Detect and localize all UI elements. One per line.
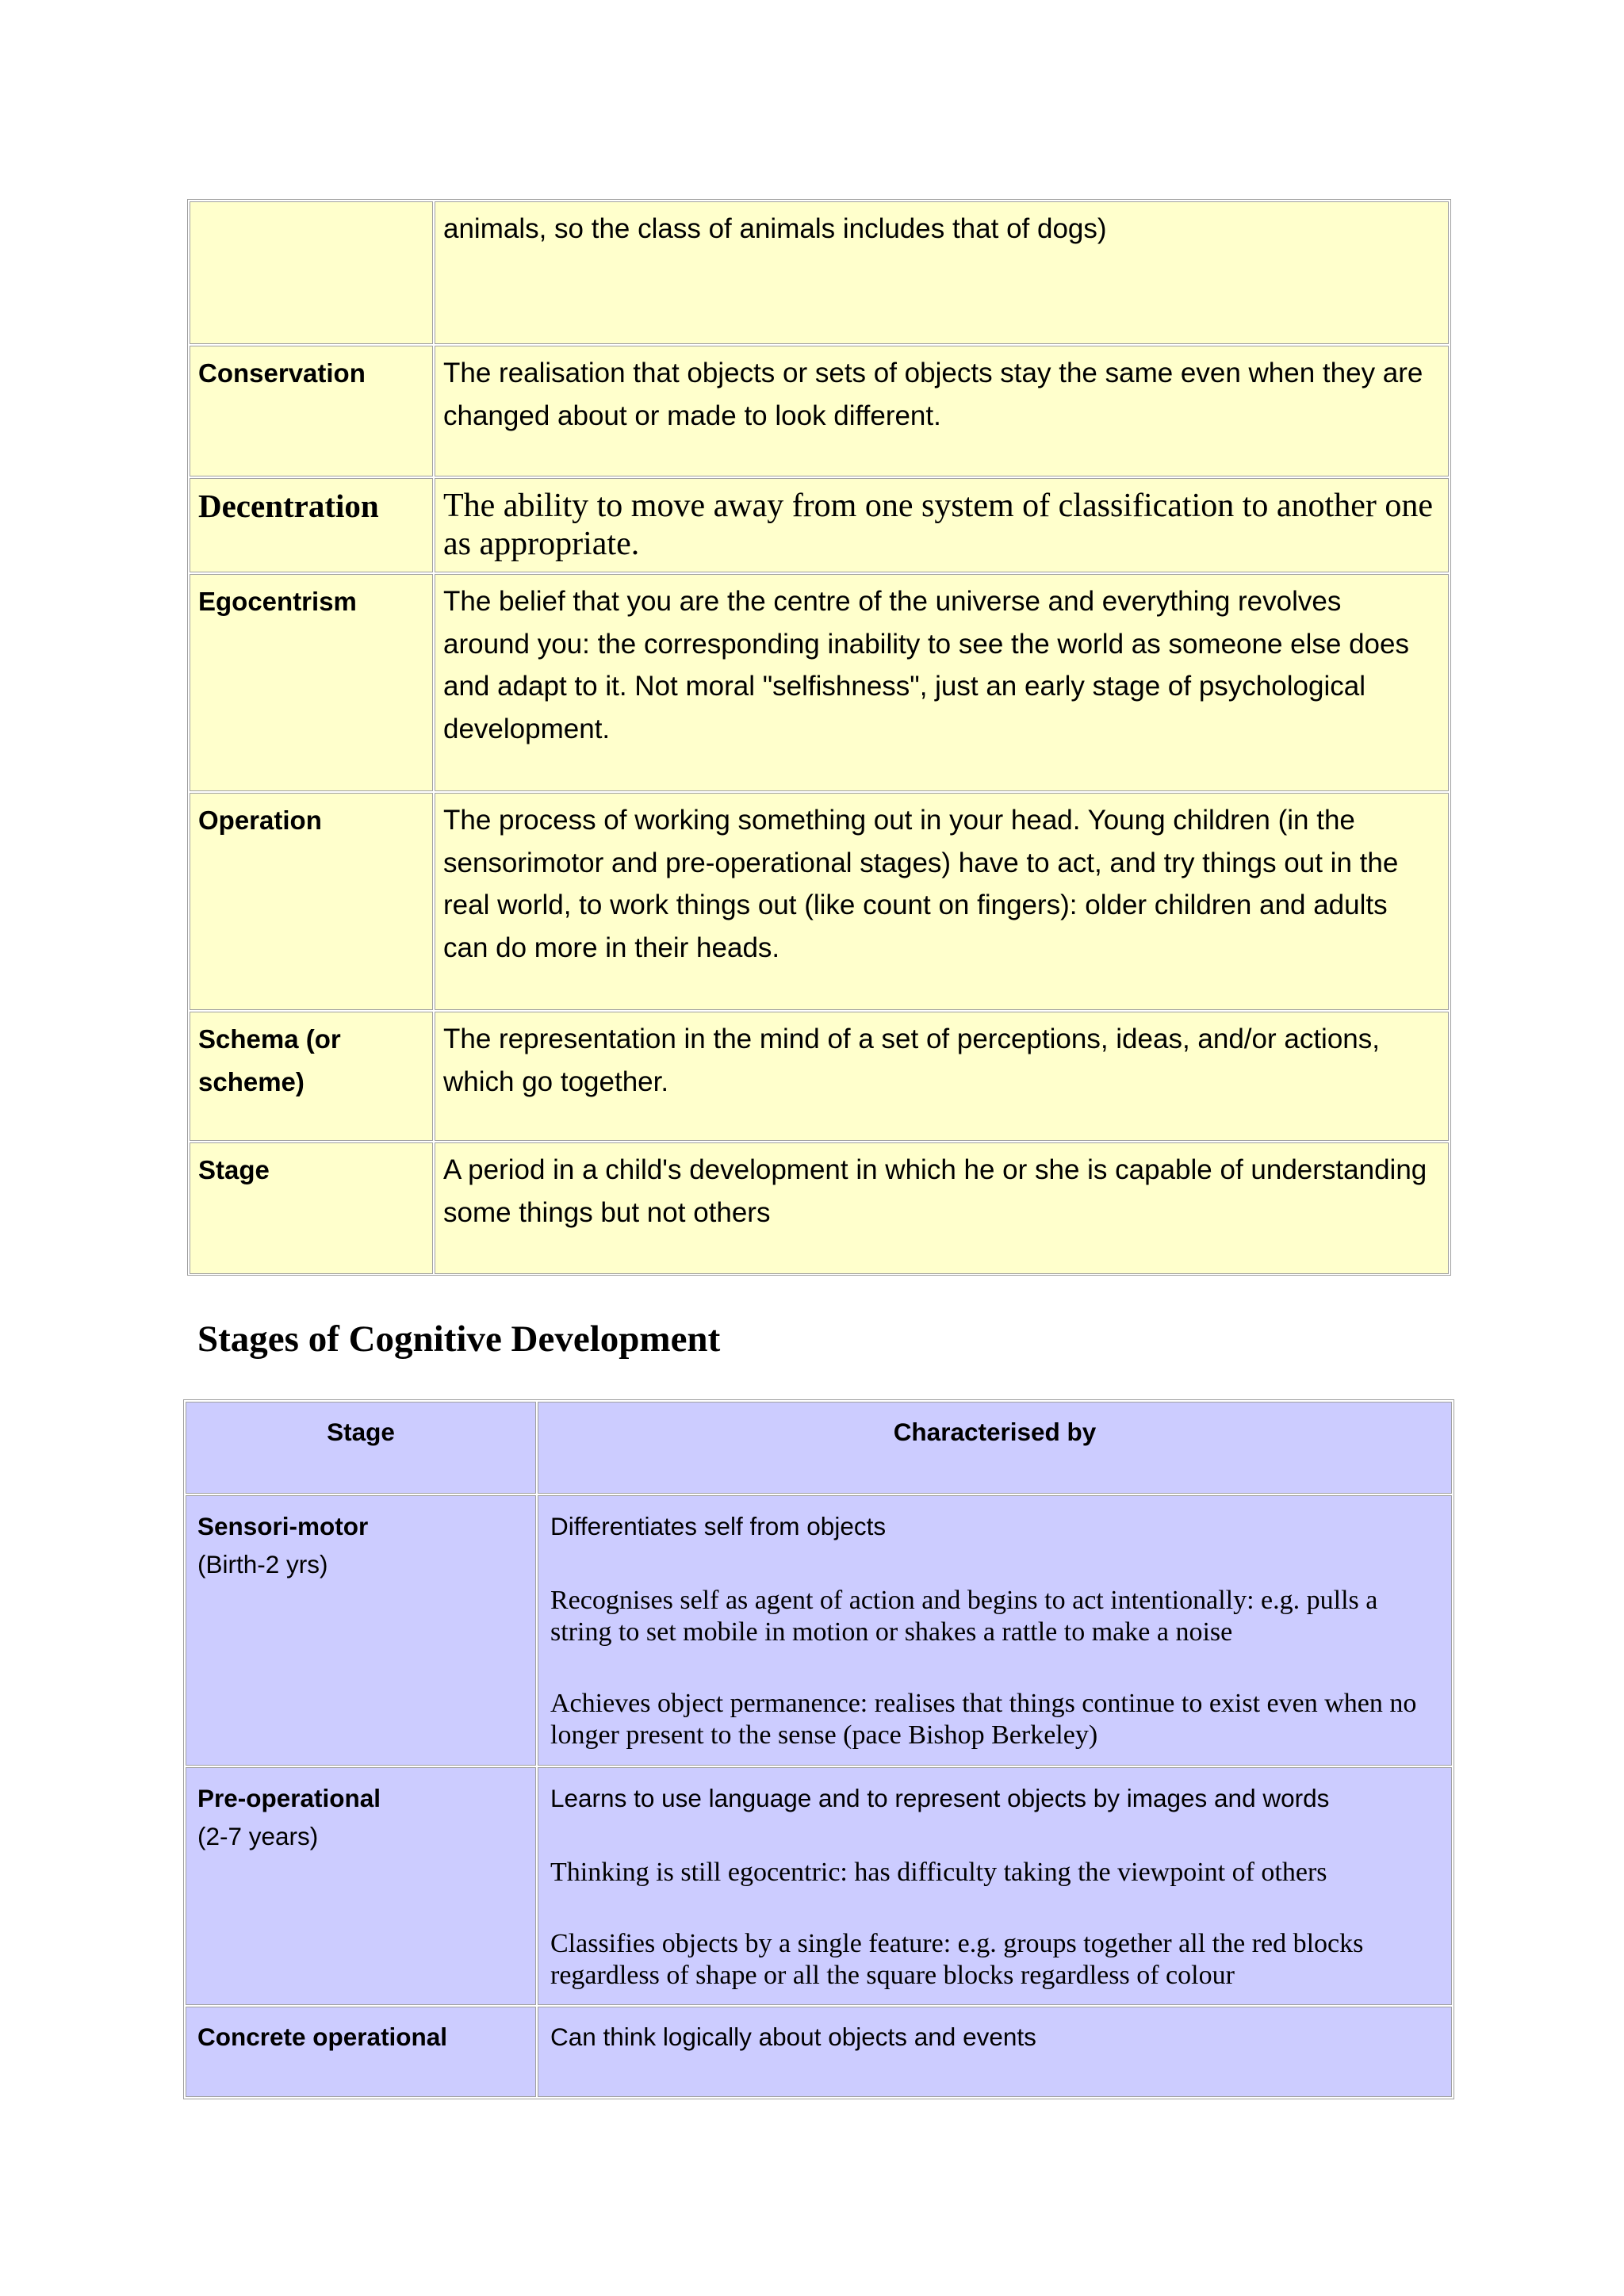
glossary-definition: animals, so the class of animals includes that of dogs) bbox=[443, 213, 1107, 244]
characteristics-cell bbox=[538, 1767, 1452, 2005]
glossary-row bbox=[188, 574, 1450, 791]
characteristic-item: Learns to use language and to represent objects by images and words bbox=[550, 1784, 1330, 1812]
section-heading: Stages of Cognitive Development bbox=[197, 1318, 721, 1360]
glossary-term: Conservation bbox=[198, 358, 366, 388]
glossary-definition: The belief that you are the centre of the universe and everything revolves around you: the corresponding inability to see the world as someone else does and adapt to it. Not moral "selfishness", just an early stage of psychological development. bbox=[443, 586, 1409, 744]
stage-header-cell bbox=[186, 1402, 536, 1494]
glossary-term-cell bbox=[190, 201, 433, 344]
glossary-definition-cell bbox=[435, 574, 1449, 791]
characterised-by-column-header: Characterised by bbox=[893, 1418, 1097, 1446]
glossary-term: Schema (or scheme) bbox=[198, 1024, 341, 1096]
stage-column-header: Stage bbox=[327, 1418, 395, 1446]
glossary-definition-cell bbox=[435, 201, 1449, 344]
characteristic-item: Recognises self as agent of action and begins to act intentionally: e.g. pulls a string to set mobile in motion or shakes a rattle to make a noise bbox=[550, 1586, 1378, 1647]
glossary-table bbox=[187, 199, 1451, 1276]
glossary-term-cell bbox=[190, 346, 433, 476]
characteristic-item: Achieves object permanence: realises that things continue to exist even when no longer present to the sense (pace Bishop Berkeley) bbox=[550, 1689, 1417, 1750]
stage-age-range: (2-7 years) bbox=[197, 1822, 319, 1850]
glossary-term-cell bbox=[190, 1142, 433, 1274]
glossary-definition-cell bbox=[435, 346, 1449, 476]
stage-age-range: (Birth-2 yrs) bbox=[197, 1550, 328, 1578]
stage-name: Pre-operational bbox=[197, 1784, 381, 1812]
glossary-row bbox=[188, 346, 1450, 476]
glossary-definition-cell bbox=[435, 1142, 1449, 1274]
characterised-by-header-cell bbox=[538, 1402, 1452, 1494]
glossary-term-cell bbox=[190, 1012, 433, 1141]
stages-header-row bbox=[184, 1402, 1454, 1494]
stage-name: Sensori-motor bbox=[197, 1512, 369, 1540]
characteristic-item: Classifies objects by a single feature: e.g. groups together all the red blocks regardless of shape or all the square blocks regardless of colour bbox=[550, 1929, 1364, 1990]
characteristic-item: Differentiates self from objects bbox=[550, 1512, 887, 1540]
glossary-term-cell bbox=[190, 793, 433, 1010]
characteristics-cell bbox=[538, 2007, 1452, 2097]
glossary-term: Operation bbox=[198, 806, 322, 835]
glossary-term: Decentration bbox=[198, 488, 379, 524]
stage-cell bbox=[186, 1767, 536, 2005]
glossary-definition: The representation in the mind of a set of perceptions, ideas, and/or actions, which go together. bbox=[443, 1024, 1380, 1097]
glossary-definition: The process of working something out in your head. Young children (in the sensorimotor and pre-operational stages) have to act, and try things out in the real world, to work things out (like count on fingers): older children and adults can do more in their heads. bbox=[443, 805, 1399, 963]
glossary-definition-cell bbox=[435, 478, 1449, 572]
stage-cell bbox=[186, 2007, 536, 2097]
characteristics-cell bbox=[538, 1495, 1452, 1766]
stage-name: Concrete operational bbox=[197, 2022, 448, 2051]
stages-row bbox=[184, 1767, 1454, 2005]
glossary-term: Egocentrism bbox=[198, 587, 357, 616]
stage-cell bbox=[186, 1495, 536, 1766]
glossary-term: Stage bbox=[198, 1155, 270, 1184]
stages-table bbox=[183, 1399, 1454, 2099]
characteristic-item: Can think logically about objects and events bbox=[550, 2022, 1036, 2051]
glossary-term-cell bbox=[190, 574, 433, 791]
glossary-row bbox=[188, 793, 1450, 1010]
glossary-definition: A period in a child's development in which he or she is capable of understanding some things but not others bbox=[443, 1154, 1427, 1228]
glossary-term-cell bbox=[190, 478, 433, 572]
glossary-row bbox=[188, 1012, 1450, 1141]
glossary-row bbox=[188, 1142, 1450, 1274]
characteristic-item: Thinking is still egocentric: has difficulty taking the viewpoint of others bbox=[550, 1858, 1327, 1887]
glossary-definition-cell bbox=[435, 793, 1449, 1010]
stages-row bbox=[184, 2007, 1454, 2097]
stages-row bbox=[184, 1495, 1454, 1766]
glossary-definition-cell bbox=[435, 1012, 1449, 1141]
glossary-row bbox=[188, 478, 1450, 572]
glossary-row bbox=[188, 201, 1450, 344]
glossary-definition: The ability to move away from one system of classification to another one as appropriate. bbox=[443, 488, 1433, 562]
glossary-definition: The realisation that objects or sets of objects stay the same even when they are changed about or made to look different. bbox=[443, 358, 1423, 431]
